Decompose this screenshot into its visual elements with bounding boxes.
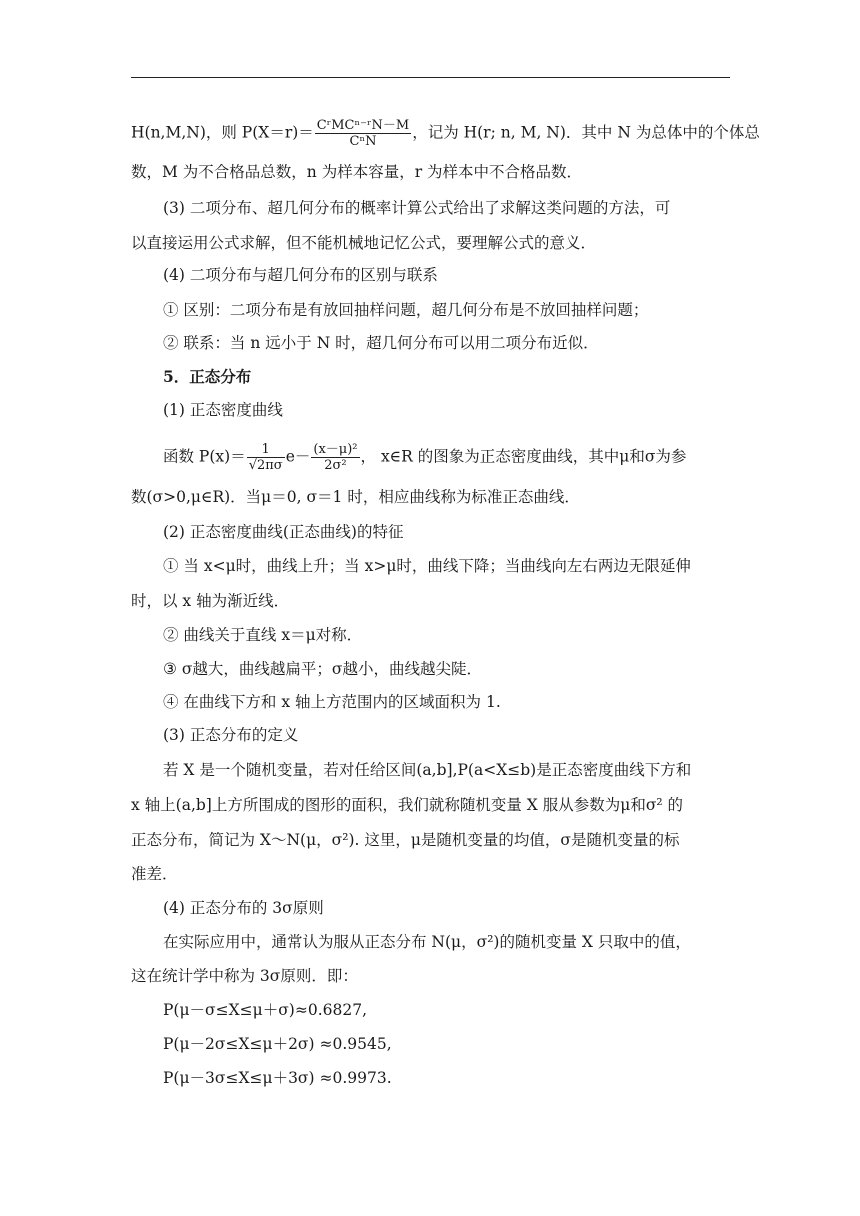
formula-line: P(μ－σ≤X≤μ＋σ)≈0.6827, xyxy=(163,1001,367,1019)
paragraph-line: 正态分布，简记为 X～N(μ，σ²). 这里，μ是随机变量的均值，σ是随机变量的标 xyxy=(131,831,680,849)
paragraph-line: 数，M 为不合格品总数，n 为样本容量，r 为样本中不合格品数． xyxy=(131,163,583,181)
text-segment: e－ xyxy=(285,447,311,466)
formula-line: P(μ－2σ≤X≤μ＋2σ) ≈0.9545, xyxy=(163,1035,392,1053)
list-item: ① 区别：二项分布是有放回抽样问题，超几何分布是不放回抽样问题； xyxy=(163,301,649,319)
fraction-numerator: 1 xyxy=(247,442,285,458)
paragraph-line: 准差． xyxy=(131,865,178,883)
subheading: (4) 二项分布与超几何分布的区别与联系 xyxy=(163,266,438,284)
fraction-numerator: CʳMCⁿ⁻ʳN－M xyxy=(316,118,410,133)
list-item: ④ 在曲线下方和 x 轴上方范围内的区域面积为 1. xyxy=(163,693,501,711)
paragraph-line: (3) 二项分布、超几何分布的概率计算公式给出了求解这类问题的方法，可 xyxy=(163,199,671,217)
section-heading: 5．正态分布 xyxy=(163,367,252,386)
coefficient-fraction xyxy=(247,442,285,473)
list-item: ② 联系：当 n 远小于 N 时，超几何分布可以用二项分布近似． xyxy=(163,334,599,352)
hypergeometric-formula-line xyxy=(131,118,760,149)
paragraph-line: x 轴上(a,b]上方所围成的图形的面积，我们就称随机变量 X 服从参数为μ和σ² 的 xyxy=(131,796,684,814)
paragraph-line: 这在统计学中称为 3σ原则．即： xyxy=(131,967,358,985)
subheading: (1) 正态密度曲线 xyxy=(163,401,283,419)
normal-density-formula-line xyxy=(163,442,686,473)
paragraph-line: 若 X 是一个随机变量，若对任给区间(a,b],P(a<X≤b)是正态密度曲线下方和 xyxy=(163,761,692,779)
list-item: ② 曲线关于直线 x＝μ对称． xyxy=(163,626,363,644)
formula-line: P(μ－3σ≤X≤μ＋3σ) ≈0.9973. xyxy=(163,1069,392,1087)
fraction-denominator: 2σ² xyxy=(324,458,347,473)
subheading: (2) 正态密度曲线(正态曲线)的特征 xyxy=(163,523,404,541)
hypergeometric-fraction xyxy=(315,118,411,149)
paragraph-line: 以直接运用公式求解，但不能机械地记忆公式，要理解公式的意义． xyxy=(131,234,597,252)
paragraph-line: 时，以 x 轴为渐近线． xyxy=(131,592,290,610)
fraction-denominator: CⁿN xyxy=(349,134,377,149)
text-segment: ，记为 H(r; n, M, N)．其中 N 为总体中的个体总 xyxy=(412,123,760,142)
text-segment: ， x∈R 的图象为正态密度曲线，其中μ和σ为参 xyxy=(360,447,687,466)
fraction-numerator: (x－μ)² xyxy=(313,442,358,457)
subheading: (3) 正态分布的定义 xyxy=(163,726,299,744)
header-rule xyxy=(131,77,730,78)
list-item: ③ σ越大，曲线越扁平；σ越小，曲线越尖陡． xyxy=(163,660,482,678)
paragraph-line: 数(σ>0,μ∈R)．当μ＝0, σ＝1 时，相应曲线称为标准正态曲线． xyxy=(131,488,580,506)
exponent-fraction xyxy=(311,442,359,473)
text-segment: H(n,M,N)，则 P(X＝r)＝ xyxy=(131,123,314,142)
subheading: (4) 正态分布的 3σ原则 xyxy=(163,899,324,917)
paragraph-line: 在实际应用中，通常认为服从正态分布 N(μ，σ²)的随机变量 X 只取中的值， xyxy=(163,933,691,951)
fraction-denominator: √2πσ xyxy=(248,458,283,473)
text-segment: 函数 P(x)＝ xyxy=(163,447,246,466)
list-item: ① 当 x<μ时，曲线上升；当 x>μ时，曲线下降；当曲线向左右两边无限延伸 xyxy=(163,557,691,575)
